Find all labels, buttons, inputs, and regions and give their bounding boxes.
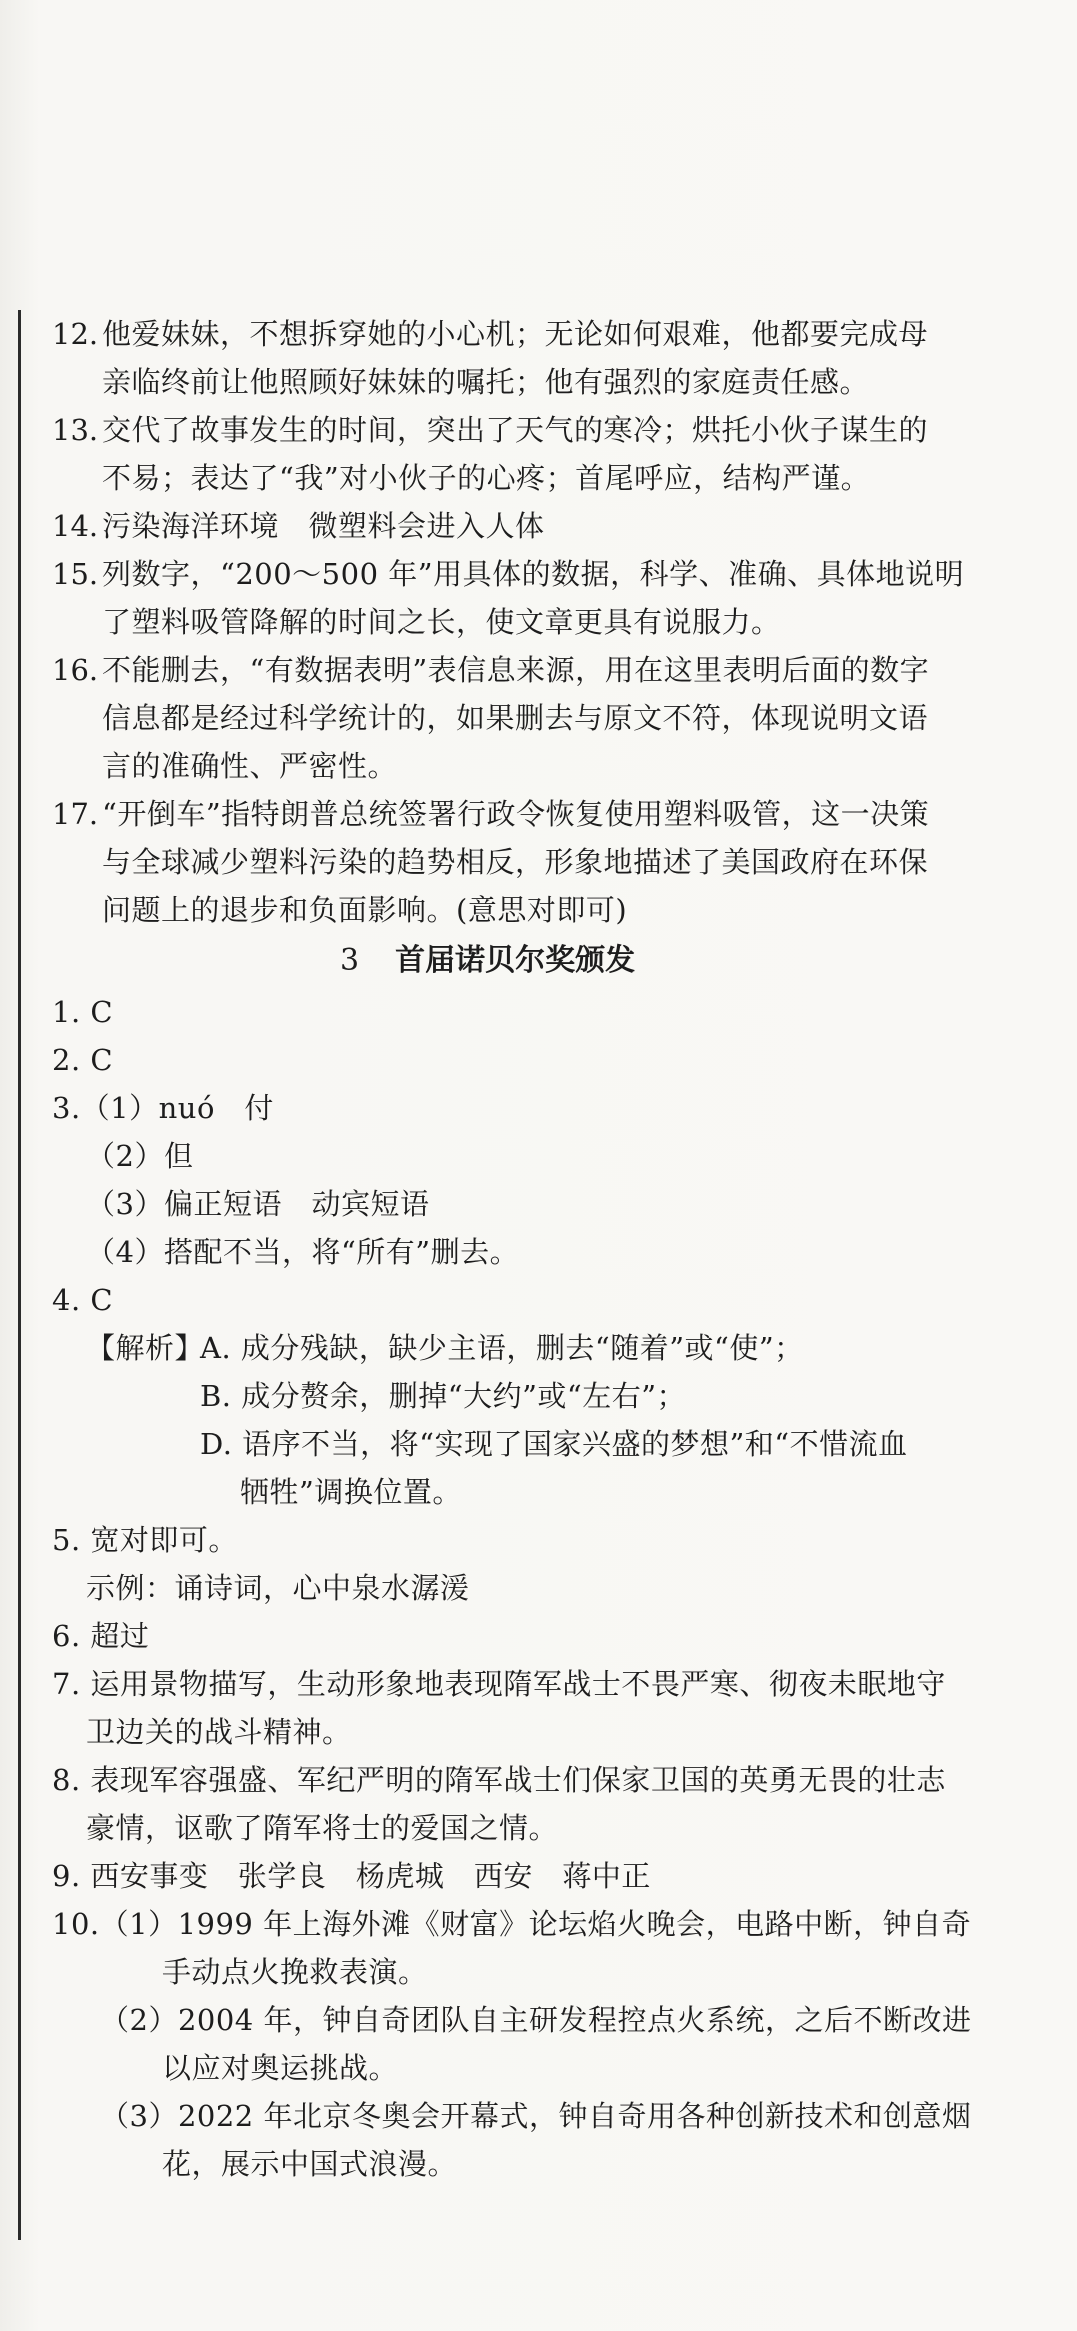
item-line: 言的准确性、严密性。 [102,749,398,783]
section-title: 首届诺贝尔奖颁发 [395,943,636,978]
answer-4: 4. C [52,1283,114,1317]
answer-3-3: （3）偏正短语 动宾短语 [86,1187,430,1221]
item-line: 列数字，“200～500 年”用具体的数据，科学、准确、具体地说明 [102,557,965,591]
answer-2: 2. C [52,1043,114,1077]
answer-8-cont: 豪情，讴歌了隋军将士的爱国之情。 [86,1811,559,1845]
answer-3-2: （2）但 [86,1139,194,1173]
item-number: 17. [52,797,99,831]
answer-10-3: （3）2022 年北京冬奥会开幕式，钟自奇用各种创新技术和创意烟 [100,2099,972,2133]
item-line: 不能删去，“有数据表明”表信息来源，用在这里表明后面的数字 [102,653,930,687]
binding-margin-line [18,310,21,2240]
answer-7: 7. 运用景物描写，生动形象地表现隋军战士不畏严寒、彻夜未眠地守 [52,1667,946,1701]
item-line: 污染海洋环境 微塑料会进入人体 [102,509,545,543]
section-number: 3 [340,943,360,978]
answer-5-example: 示例：诵诗词，心中泉水潺湲 [86,1571,470,1605]
item-line: “开倒车”指特朗普总统签署行政令恢复使用塑料吸管，这一决策 [102,797,930,831]
analysis-b: B. 成分赘余，删掉“大约”或“左右”； [200,1379,687,1413]
answer-10-3-cont: 花，展示中国式浪漫。 [162,2147,458,2181]
analysis-d: D. 语序不当，将“实现了国家兴盛的梦想”和“不惜流血 [200,1427,908,1461]
answer-3-4: （4）搭配不当，将“所有”删去。 [86,1235,520,1269]
answer-9: 9. 西安事变 张学良 杨虎城 西安 蒋中正 [52,1859,651,1893]
answer-7-cont: 卫边关的战斗精神。 [86,1715,352,1749]
item-number: 15. [52,557,99,591]
item-number: 16. [52,653,99,687]
item-number: 13. [52,413,99,447]
answer-1: 1. C [52,995,114,1029]
section-heading [340,942,635,980]
item-line: 他爱妹妹，不想拆穿她的小心机；无论如何艰难，他都要完成母 [102,317,929,351]
analysis-d-cont: 牺牲”调换位置。 [240,1475,462,1509]
answer-10-1: 10.（1）1999 年上海外滩《财富》论坛焰火晚会，电路中断，钟自奇 [52,1907,972,1941]
item-line: 信息都是经过科学统计的，如果删去与原文不符，体现说明文语 [102,701,929,735]
answer-5: 5. 宽对即可。 [52,1523,238,1557]
answer-10-2-cont: 以应对奥运挑战。 [162,2051,399,2085]
answer-6: 6. 超过 [52,1619,150,1653]
item-line: 不易；表达了“我”对小伙子的心疼；首尾呼应，结构严谨。 [102,461,871,495]
answer-8: 8. 表现军容强盛、军纪严明的隋军战士们保家卫国的英勇无畏的壮志 [52,1763,946,1797]
answer-10-1-cont: 手动点火挽救表演。 [162,1955,428,1989]
item-number: 12. [52,317,99,351]
item-number: 14. [52,509,99,543]
analysis-tag: 【解析】 [86,1331,205,1365]
item-line: 与全球减少塑料污染的趋势相反，形象地描述了美国政府在环保 [102,845,929,879]
item-line: 交代了故事发生的时间，突出了天气的寒冷；烘托小伙子谋生的 [102,413,929,447]
answer-3-1: 3.（1）nuó 付 [52,1091,274,1125]
analysis-a: A. 成分残缺，缺少主语，删去“随着”或“使”； [200,1331,804,1365]
item-line: 问题上的退步和负面影响。(意思对即可) [102,893,628,927]
item-line: 亲临终前让他照顾好妹妹的嘱托；他有强烈的家庭责任感。 [102,365,870,399]
item-line: 了塑料吸管降解的时间之长，使文章更具有说服力。 [102,605,781,639]
answer-10-2: （2）2004 年，钟自奇团队自主研发程控点火系统，之后不断改进 [100,2003,972,2037]
